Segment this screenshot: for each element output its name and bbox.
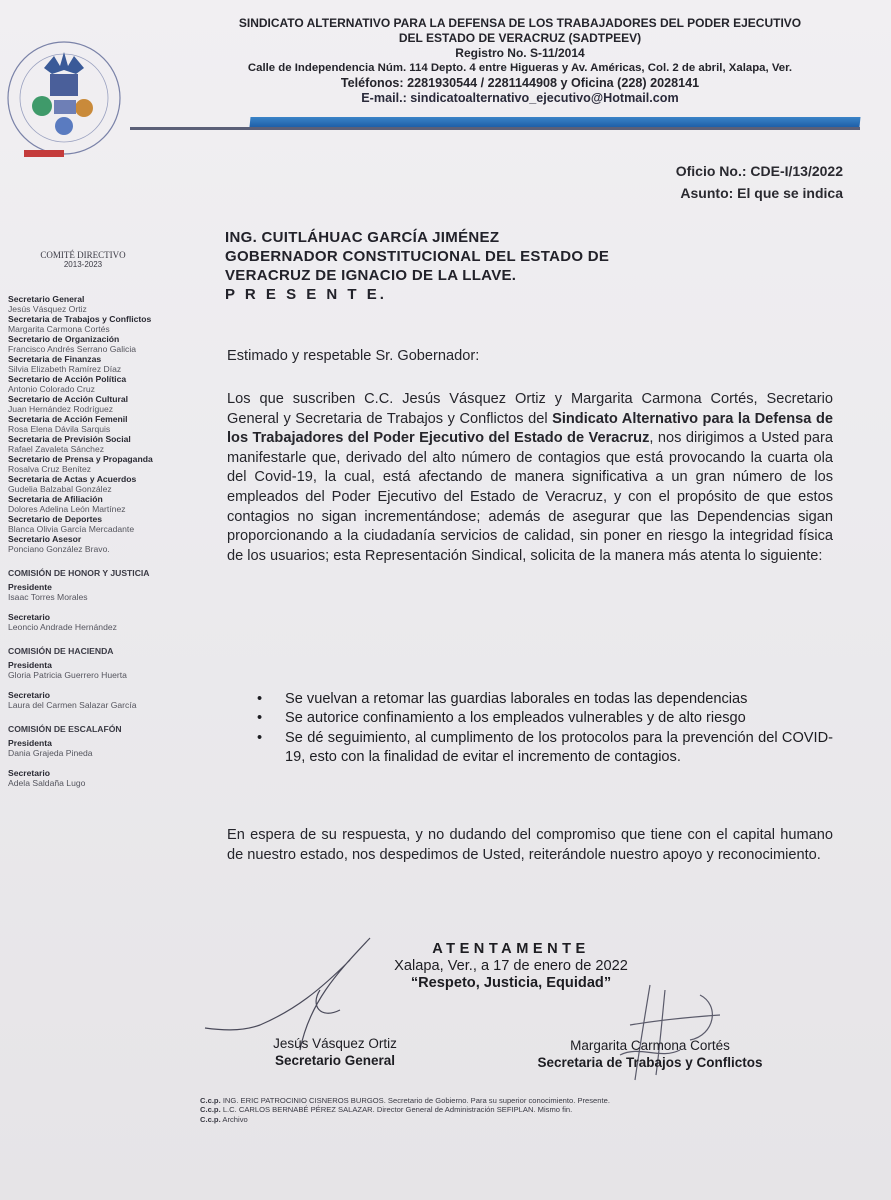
committee-member-name: Jesús Vásquez Ortiz <box>8 304 87 314</box>
commission-member-name: Isaac Torres Morales <box>8 592 88 602</box>
union-logo-icon <box>4 28 124 168</box>
ccp-line: C.c.p. L.C. CARLOS BERNABÉ PÉREZ SALAZAR. Director General de Administración SEFIPLAN. Mismo fin. <box>200 1105 573 1115</box>
commission-role: Secretario <box>8 768 51 778</box>
commission-title: COMISIÓN DE HONOR Y JUSTICIA <box>8 568 150 578</box>
carbon-copies <box>200 1096 840 1124</box>
commission-role: Presidenta <box>8 660 52 670</box>
paragraph-1 <box>227 390 833 566</box>
committee-role: Secretario Asesor <box>8 534 82 544</box>
addressee-line: ING. CUITLÁHUAC GARCÍA JIMÉNEZ <box>225 229 500 246</box>
committee-member-name: Rosalva Cruz Benítez <box>8 464 92 474</box>
committee-member-name: Juan Hernández Rodríguez <box>8 404 114 414</box>
committee-role: Secretaria de Previsión Social <box>8 434 131 444</box>
list-item: • Se vuelvan a retomar las guardias laborales en todas las dependencias <box>257 690 833 709</box>
signer-2-name: Margarita Carmona Cortés <box>570 1038 730 1053</box>
asunto: Asunto: El que se indica <box>680 185 843 201</box>
committee-role: Secretaria de Trabajos y Conflictos <box>8 314 152 324</box>
committee-role: Secretaria de Actas y Acuerdos <box>8 474 137 484</box>
header-blue-rule <box>249 117 860 127</box>
committee-member-name: Silvia Elizabeth Ramírez Díaz <box>8 364 122 374</box>
committee-member-name: Rosa Elena Dávila Sarquis <box>8 424 111 434</box>
signer-2-title: Secretaria de Trabajos y Conflictos <box>537 1055 763 1070</box>
commission-member-name: Leoncio Andrade Hernández <box>8 622 117 632</box>
reference-block <box>676 160 843 204</box>
committee-period: 2013-2023 <box>63 260 103 269</box>
committee-role: Secretario General <box>8 294 85 304</box>
committee-member-name: Rafael Zavaleta Sánchez <box>8 444 105 454</box>
committee-title: COMITÉ DIRECTIVO <box>40 250 126 260</box>
place-date: Xalapa, Ver., a 17 de enero de 2022 <box>394 958 628 974</box>
ccp-line: C.c.p. ING. ERIC PATROCINIO CISNEROS BURGOS. Secretario de Gobierno. Para su superior conocimiento. Presente. <box>200 1096 610 1105</box>
commission-role: Presidenta <box>8 738 52 748</box>
letterhead-line2: DEL ESTADO DE VERACRUZ (SADTPEEV) <box>398 31 642 45</box>
committee-member-name: Antonio Colorado Cruz <box>8 384 95 394</box>
commissions <box>8 568 178 788</box>
list-item: • Se dé seguimiento, al cumplimento de los protocolos para la prevención del COVID-19, esto con la finalidad de evitar el incremento de contagios. <box>257 729 833 768</box>
letterhead-email: E-mail.: sindicatoalternativo_ejecutivo@Hotmail.com <box>361 91 679 105</box>
commission-role: Secretario <box>8 612 51 622</box>
committee-member-name: Blanca Olivia García Mercadante <box>8 524 135 534</box>
addressee-line: VERACRUZ DE IGNACIO DE LA LLAVE. <box>225 267 517 284</box>
letterhead-line1: SINDICATO ALTERNATIVO PARA LA DEFENSA DE LOS TRABAJADORES DEL PODER EJECUTIVO <box>238 16 802 30</box>
signer-1 <box>230 1035 440 1069</box>
closing-paragraph: En espera de su respuesta, y no dudando del compromiso que tiene con el capital humano de nuestro estado, nos despedimos de Usted, reiterándole nuestro apoyo y reconocimiento. <box>227 827 833 863</box>
committee-member-name: Dolores Adelina León Martínez <box>8 504 126 514</box>
letterhead-address: Calle de Independencia Núm. 114 Depto. 4 entre Higueras y Av. Américas, Col. 2 de abril, Xalapa, Ver. <box>247 62 793 74</box>
commission-role: Presidente <box>8 582 52 592</box>
committee-members <box>8 294 178 554</box>
signer-2 <box>505 1037 795 1071</box>
committee-role: Secretario de Acción Cultural <box>8 394 129 404</box>
header-dark-rule <box>130 127 860 130</box>
spacer <box>8 602 178 612</box>
signoff-heading: ATENTAMENTE <box>432 941 590 957</box>
paragraph-1-end: , nos dirigimos a Usted para manifestarle que, derivado del alto número de contagios que está provocando la cuarta ola del Covid-19, la cual, está afectando de manera significativa a un gran número de los empleados del Poder Ejecutivo del Estado de Veracruz, y con el propósito de que estos contagios no sigan incrementándose; además de asegurar que las Dependencias sigan proporcionando a la ciudadanía servicios de calidad, sin poner en riesgo la integridad física de los usuarios; esta Representación Sindical, solicita de la manera más atenta lo siguiente: <box>227 430 833 564</box>
ccp-line: C.c.p. Archivo <box>200 1114 248 1124</box>
oficio-number: Oficio No.: CDE-I/13/2022 <box>675 163 843 179</box>
request-list <box>257 690 833 768</box>
commission-role: Secretario <box>8 690 51 700</box>
signoff-block <box>376 941 646 992</box>
committee-member-name: Ponciano González Bravo. <box>8 544 110 554</box>
letterhead-phones: Teléfonos: 2281930544 / 2281144908 y Oficina (228) 2028141 <box>340 76 700 90</box>
commission-member-name: Laura del Carmen Salazar García <box>8 700 137 710</box>
paragraph-1-start: Los que suscriben C.C. Jesús Vásquez Ortiz y Margarita Carmona Cortés, Secretario General y Secretaria de Trabajos y Conflictos del <box>227 391 833 427</box>
commission-title: COMISIÓN DE ESCALAFÓN <box>8 724 122 734</box>
commission-member-name: Dania Grajeda Pineda <box>8 748 93 758</box>
commission-title: COMISIÓN DE HACIENDA <box>8 646 114 656</box>
committee-member-name: Gudelia Balzabal González <box>8 484 112 494</box>
committee-role: Secretaria de Finanzas <box>8 354 102 364</box>
committee-member-name: Margarita Carmona Cortés <box>8 324 110 334</box>
committee-role: Secretario de Acción Política <box>8 374 127 384</box>
committee-member-name: Francisco Andrés Serrano Galicia <box>8 344 137 354</box>
signer-1-name: Jesús Vásquez Ortiz <box>273 1036 397 1051</box>
addressee-line: GOBERNADOR CONSTITUCIONAL DEL ESTADO DE <box>225 248 610 265</box>
committee-sidebar <box>8 250 178 788</box>
paragraph-1-union-name: Sindicato Alternativo para la Defensa de los Trabajadores del Poder Ejecutivo del Estado de Veracruz <box>227 410 833 447</box>
commission-member-name: Adela Saldaña Lugo <box>8 778 86 788</box>
motto: “Respeto, Justicia, Equidad” <box>410 975 612 991</box>
letterhead-registro: Registro No. S-11/2014 <box>455 46 585 60</box>
addressee-presente: P R E S E N T E. <box>225 286 387 303</box>
committee-role: Secretario de Deportes <box>8 514 103 524</box>
committee-role: Secretaria de Acción Femenil <box>8 414 128 424</box>
committee-role: Secretaria de Afiliación <box>8 494 103 504</box>
spacer <box>8 758 178 768</box>
letterhead <box>160 16 880 106</box>
addressee-block <box>225 228 609 304</box>
committee-role: Secretario de Prensa y Propaganda <box>8 454 153 464</box>
greeting: Estimado y respetable Sr. Gobernador: <box>227 348 480 364</box>
signer-1-title: Secretario General <box>274 1053 396 1068</box>
spacer <box>8 680 178 690</box>
list-item: • Se autorice confinamiento a los empleados vulnerables y de alto riesgo <box>257 709 833 728</box>
committee-role: Secretario de Organización <box>8 334 120 344</box>
commission-member-name: Gloria Patricia Guerrero Huerta <box>8 670 127 680</box>
